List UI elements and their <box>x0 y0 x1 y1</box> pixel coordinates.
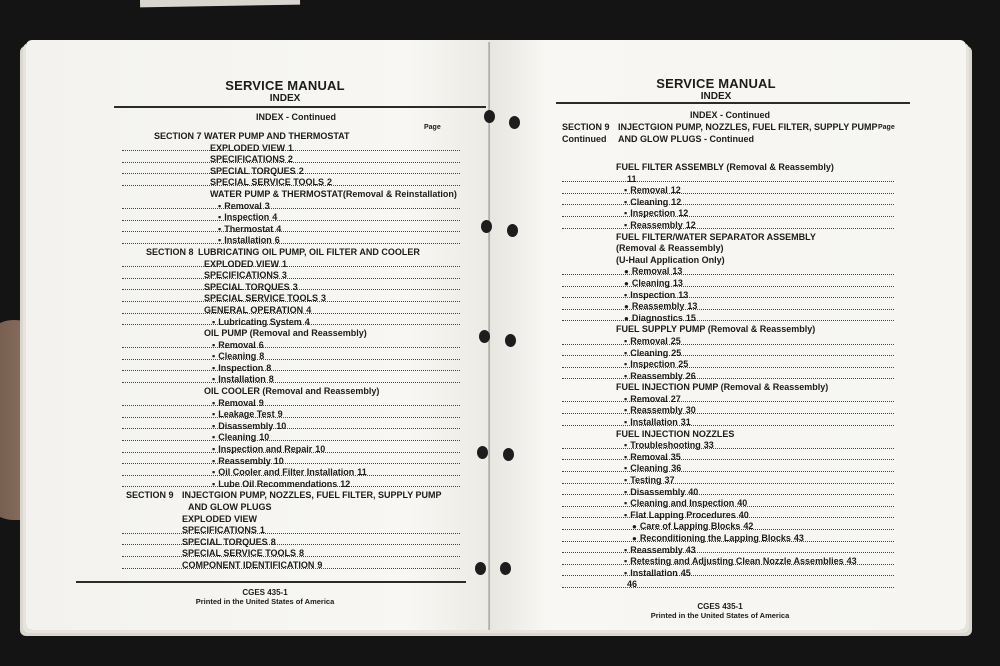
section-title: INJECTGION PUMP, NOZZLES, FUEL FILTER, SUPPLY PUMP <box>182 490 442 501</box>
paper-scrap <box>140 0 300 7</box>
index-entry <box>562 232 908 244</box>
index-entry-page: 3 <box>281 270 287 281</box>
index-entry-text: SPECIAL TORQUES <box>210 165 296 176</box>
index-entry-page: 25 <box>678 359 689 370</box>
index-entry <box>562 382 908 394</box>
right-entries <box>562 154 908 591</box>
section-title: INJECTGION PUMP, NOZZLES, FUEL FILTER, SUPPLY PUMP <box>618 122 878 132</box>
index-entry-page: 2 <box>327 177 333 188</box>
index-entry <box>562 579 908 591</box>
index-entry-page: 8 <box>259 351 265 362</box>
index-entry-text: SPECIAL SERVICE TOOLS <box>182 548 297 559</box>
index-entry-text: SPECIAL SERVICE TOOLS <box>210 177 325 188</box>
index-entry-page: 12 <box>678 208 689 219</box>
index-entry <box>562 487 908 499</box>
index-entry-text: ▪ Flat Lapping Procedures <box>624 510 739 522</box>
index-entry-page: 46 <box>627 579 638 590</box>
section-heading <box>122 247 474 259</box>
index-entry-page: 35 <box>670 451 681 462</box>
index-section <box>122 247 474 490</box>
index-entry <box>122 224 474 236</box>
index-entry-page: 1 <box>282 258 288 269</box>
index-entry <box>122 189 474 201</box>
index-entry-text: SPECIAL SERVICE TOOLS <box>204 293 319 304</box>
index-entry-text: ● Care of Lapping Blocks <box>632 521 743 533</box>
index-entry-text: ▪ Thermostat <box>218 224 276 236</box>
index-entry <box>562 371 908 383</box>
index-entry-text: ▪ Removal <box>212 398 259 410</box>
index-entry <box>562 324 908 336</box>
index-entry-page: 4 <box>304 316 310 327</box>
index-entry-page: 30 <box>685 405 696 416</box>
index-entry-text: (Removal & Reassembly) <box>616 243 724 254</box>
index-entry <box>562 568 908 580</box>
index-entry <box>562 185 908 197</box>
index-entry <box>122 467 474 479</box>
index-entry-text: ▪ Inspection and Repair <box>212 444 315 456</box>
index-entry <box>122 282 474 294</box>
index-entry <box>122 201 474 213</box>
index-entry <box>562 498 908 510</box>
index-entry <box>562 533 908 545</box>
index-entry-page: 26 <box>685 370 696 381</box>
index-entry-text: ▪ Removal <box>624 452 671 464</box>
index-entry <box>122 177 474 189</box>
index-entry-page: 45 <box>680 567 691 578</box>
index-entry-text: ▪ Inspection <box>624 359 678 371</box>
index-entry-page: 2 <box>298 165 304 176</box>
right-subtitle: INDEX <box>700 91 732 102</box>
binder-hole <box>500 562 511 575</box>
index-entry-page: 12 <box>685 219 696 230</box>
left-page <box>26 40 504 630</box>
index-entry-text: FUEL INJECTION PUMP (Removal & Reassembly) <box>616 382 829 393</box>
index-entry-text: ▪ Cleaning <box>624 348 671 360</box>
index-entry-text: ▪ Removal <box>624 185 671 197</box>
index-entry-text: ▪ Testing <box>624 475 665 487</box>
index-entry <box>562 429 908 441</box>
index-entry <box>122 525 474 537</box>
left-header <box>46 78 504 104</box>
index-entry-text: ▪ Cleaning <box>624 463 671 475</box>
index-entry-page: 10 <box>259 432 270 443</box>
index-entry-page: 9 <box>277 409 283 420</box>
index-entry-page: 27 <box>670 393 681 404</box>
index-entry-text: ▪ Retesting and Adjusting Clean Nozzle Assemblies <box>624 556 847 568</box>
index-entry <box>122 456 474 468</box>
index-entry-text: SPECIAL TORQUES <box>204 281 290 292</box>
index-entry-text: ▪ Removal <box>212 340 259 352</box>
index-entry <box>562 174 908 186</box>
index-entry-text: ▪ Inspection <box>624 290 678 302</box>
index-entry-text: ● Diagnostics <box>624 313 686 325</box>
index-entry-text: ▪ Removal <box>218 201 265 213</box>
index-entry-page: 3 <box>321 293 327 304</box>
index-entry <box>122 444 474 456</box>
index-entry-text: ▪ Oil Cooler and Filter Installation <box>212 467 357 479</box>
index-entry-text: WATER PUMP & THERMOSTAT(Removal & Reinstallation) <box>210 188 457 199</box>
index-entry-page: 1 <box>259 525 265 536</box>
binder-hole <box>481 220 492 233</box>
index-entry <box>122 259 474 271</box>
left-title: SERVICE MANUAL <box>225 78 345 93</box>
index-entry <box>122 340 474 352</box>
section-label: SECTION 8 <box>146 246 194 257</box>
index-entry-page: 8 <box>266 362 272 373</box>
index-entry-text: FUEL SUPPLY PUMP (Removal & Reassembly) <box>616 324 816 335</box>
index-entry-text: ▪ Reassembly <box>624 405 686 417</box>
index-entry-page: 6 <box>258 339 264 350</box>
index-entry-text: EXPLODED VIEW <box>204 258 280 269</box>
right-header-rule <box>556 102 910 104</box>
binder-hole <box>509 116 520 129</box>
index-entry-page: 13 <box>678 289 689 300</box>
section-title-line2: AND GLOW PLUGS - Continued <box>618 133 754 144</box>
right-title: SERVICE MANUAL <box>656 76 776 91</box>
section-title-line2: AND GLOW PLUGS <box>188 502 272 512</box>
index-entry-page: 11 <box>357 467 367 478</box>
index-entry <box>562 255 908 267</box>
index-entry-page: 37 <box>664 475 675 486</box>
index-section <box>122 131 474 247</box>
index-entry <box>562 208 908 220</box>
index-entry <box>562 336 908 348</box>
binder-hole <box>477 446 488 459</box>
binder-hole <box>479 330 490 343</box>
left-page-column-label: Page <box>424 124 441 131</box>
index-entry-page: 40 <box>688 486 699 497</box>
index-entry-text: COMPONENT IDENTIFICATION <box>182 559 315 570</box>
index-entry <box>122 548 474 560</box>
index-entry <box>122 351 474 363</box>
index-entry-page: 12 <box>670 185 681 196</box>
index-entry-page: 8 <box>270 536 276 547</box>
index-entry-page: 10 <box>315 444 326 455</box>
right-index-continued: INDEX - Continued <box>690 110 770 120</box>
index-entry-page: 9 <box>317 559 323 570</box>
index-entry <box>122 363 474 375</box>
index-entry <box>122 398 474 410</box>
left-index-list <box>122 131 474 572</box>
index-entry-text: ▪ Cleaning <box>624 197 671 209</box>
binder-hole <box>503 448 514 461</box>
section-heading <box>122 131 474 143</box>
index-entry-page: 13 <box>672 277 683 288</box>
index-entry <box>562 394 908 406</box>
index-entry-text: GENERAL OPERATION <box>204 304 304 315</box>
index-entry-text: ▪ Installation <box>624 568 681 580</box>
index-entry <box>122 270 474 282</box>
index-entry-page: 43 <box>846 556 857 567</box>
section-label: SECTION 7 <box>154 131 202 141</box>
right-page-column-label: Page <box>878 124 895 131</box>
index-entry-text: EXPLODED VIEW <box>210 142 286 153</box>
index-entry-text: ● Cleaning <box>624 278 673 290</box>
index-entry-page: 12 <box>340 478 351 489</box>
index-entry-page: 36 <box>671 463 682 474</box>
index-entry-text: ▪ Reassembly <box>624 371 686 383</box>
index-entry-page: 6 <box>274 235 280 246</box>
index-entry-text: ▪ Removal <box>624 336 671 348</box>
index-entry-text: ▪ Cleaning <box>212 432 259 444</box>
index-entry <box>562 197 908 209</box>
index-entry-text: ▪ Cleaning <box>212 351 259 363</box>
index-entry-text: FUEL INJECTION NOZZLES <box>616 428 735 439</box>
index-entry <box>122 154 474 166</box>
left-footer <box>26 588 504 606</box>
index-entry <box>562 475 908 487</box>
index-entry-text: OIL COOLER (Removal and Reassembly) <box>204 386 380 397</box>
right-footer-code: CGES 435-1 <box>697 602 743 611</box>
index-entry <box>562 440 908 452</box>
index-entry <box>562 313 908 325</box>
index-entry <box>122 432 474 444</box>
index-entry-page: 12 <box>671 196 682 207</box>
index-entry-text: ▪ Inspection <box>624 208 678 220</box>
index-entry-page: 25 <box>671 347 682 358</box>
index-entry <box>122 166 474 178</box>
index-entry-page: 8 <box>268 374 274 385</box>
index-entry-page: 10 <box>276 420 287 431</box>
index-entry-page: 40 <box>738 509 749 520</box>
left-index-continued: INDEX - Continued <box>256 112 336 122</box>
index-entry-page: 11 <box>627 173 637 184</box>
index-section <box>122 490 474 571</box>
index-entry <box>122 143 474 155</box>
index-entry <box>122 386 474 398</box>
index-entry-text: ▪ Disassembly <box>212 421 276 433</box>
index-entry-page: 13 <box>687 301 698 312</box>
index-entry-text: ▪ Troubleshooting <box>624 440 704 452</box>
index-entry <box>122 537 474 549</box>
index-entry-page: 9 <box>258 397 264 408</box>
index-entry <box>122 212 474 224</box>
index-entry <box>562 162 908 174</box>
index-entry <box>562 290 908 302</box>
index-entry-page: 4 <box>306 304 312 315</box>
index-entry <box>562 463 908 475</box>
index-entry <box>562 417 908 429</box>
index-entry <box>562 521 908 533</box>
index-entry <box>562 266 908 278</box>
index-entry-page: 42 <box>743 521 754 532</box>
index-entry-text: ● Reconditioning the Lapping Blocks <box>632 533 794 545</box>
left-subtitle: INDEX <box>269 93 301 104</box>
binder-hole <box>507 224 518 237</box>
index-entry-text: FUEL FILTER ASSEMBLY (Removal & Reassembly) <box>616 162 834 172</box>
index-entry-text: ● Reassembly <box>624 301 687 313</box>
right-footer-printed: Printed in the United States of America <box>650 611 790 620</box>
index-entry-text: ▪ Installation <box>218 235 275 247</box>
index-entry-page: 10 <box>273 455 284 466</box>
index-entry <box>122 479 474 491</box>
index-entry-text: OIL PUMP (Removal and Reassembly) <box>204 328 367 339</box>
index-entry <box>122 374 474 386</box>
index-entry <box>562 301 908 313</box>
index-entry-page: 40 <box>737 498 748 509</box>
index-entry <box>562 545 908 557</box>
index-entry-text: ▪ Installation <box>212 374 269 386</box>
left-footer-rule <box>76 581 466 583</box>
index-entry-text: ▪ Lube Oil Recommendations <box>212 479 340 491</box>
index-entry-text: ▪ Disassembly <box>624 487 688 499</box>
left-header-rule <box>114 106 486 108</box>
index-entry-page: 43 <box>793 533 804 543</box>
index-entry <box>562 452 908 464</box>
index-entry-page: 2 <box>287 154 293 165</box>
left-footer-code: CGES 435-1 <box>242 588 288 597</box>
index-entry-text: SPECIFICATIONS <box>204 270 279 281</box>
index-entry-page: 13 <box>672 266 683 277</box>
left-footer-printed: Printed in the United States of America <box>195 597 335 606</box>
index-entry <box>122 235 474 247</box>
index-entry-page: 3 <box>292 281 298 292</box>
index-entry <box>562 510 908 522</box>
index-entry-page: 15 <box>685 312 696 323</box>
section-label-continued: Continued <box>562 133 607 144</box>
index-entry <box>122 317 474 329</box>
binder-hole <box>475 562 486 575</box>
index-entry <box>122 514 474 526</box>
index-entry-page: 33 <box>703 440 714 451</box>
index-entry-page: 31 <box>680 417 691 428</box>
index-entry-page: 8 <box>299 548 305 559</box>
index-entry-page: 4 <box>276 223 282 234</box>
index-entry-page: 25 <box>670 335 681 346</box>
index-entry-text: ▪ Reassembly <box>624 545 686 557</box>
index-entry-text: ▪ Cleaning and Inspection <box>624 498 737 510</box>
index-entry-text: ▪ Reassembly <box>212 456 274 468</box>
index-entry-text: ▪ Inspection <box>212 363 266 375</box>
index-entry <box>562 278 908 290</box>
right-footer <box>490 602 958 620</box>
index-entry-text: ▪ Inspection <box>218 212 272 224</box>
index-entry-text: FUEL FILTER/WATER SEPARATOR ASSEMBLY <box>616 231 816 242</box>
index-entry-text: EXPLODED VIEW <box>182 513 258 524</box>
index-entry-text: SPECIAL TORQUES <box>182 536 268 547</box>
index-entry <box>562 243 908 255</box>
section-title: LUBRICATING OIL PUMP, OIL FILTER AND COOLER <box>198 246 420 257</box>
index-entry-text: ▪ Leakage Test <box>212 409 278 421</box>
index-entry-page: 3 <box>264 200 270 211</box>
section-heading <box>122 490 474 502</box>
index-entry <box>122 421 474 433</box>
index-entry <box>122 293 474 305</box>
index-entry-text: (U-Haul Application Only) <box>616 254 725 265</box>
right-page <box>490 40 966 630</box>
index-entry-text: ▪ Lubricating System <box>212 317 305 329</box>
right-header <box>490 76 954 102</box>
index-entry <box>122 560 474 572</box>
index-entry <box>562 220 908 232</box>
binder-hole <box>505 334 516 347</box>
index-entry <box>562 405 908 417</box>
binder-hole <box>484 110 495 123</box>
index-entry-page: 1 <box>288 142 294 153</box>
index-entry <box>122 305 474 317</box>
index-entry-page: 43 <box>685 544 696 555</box>
index-entry <box>122 328 474 340</box>
section-title: WATER PUMP AND THERMOSTAT <box>204 131 350 141</box>
index-entry-text: ▪ Removal <box>624 394 671 406</box>
section-label: SECTION 9 <box>562 122 610 132</box>
index-entry-text: SPECIFICATIONS <box>210 154 285 165</box>
index-entry-text: ▪ Installation <box>624 417 681 429</box>
index-entry <box>122 409 474 421</box>
index-entry <box>562 348 908 360</box>
index-entry-text: ▪ Reassembly <box>624 220 686 232</box>
index-entry <box>562 556 908 568</box>
section-label: SECTION 9 <box>126 490 174 501</box>
index-entry-text: ● Removal <box>624 266 672 278</box>
index-entry-page: 4 <box>272 212 278 223</box>
index-entry-text: SPECIFICATIONS <box>182 525 257 536</box>
index-entry <box>562 359 908 371</box>
